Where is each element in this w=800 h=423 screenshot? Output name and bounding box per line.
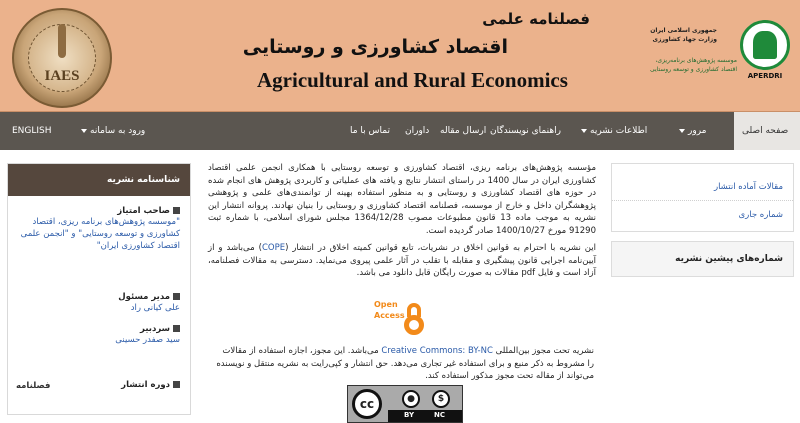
editor-info [115,324,180,346]
open-access-text-1: Open [374,300,398,309]
cc-nc-label: NC [434,411,445,419]
editor-value[interactable]: سید صفدر حسینی [115,335,180,345]
period-value: فصلنامه [16,381,51,391]
org-line-4: اقتصاد کشاورزی و توسعه روستایی [649,66,737,73]
intro-paragraph: مؤسسه پژوهش‌های برنامه ریزی، اقتصاد کشاورزی و توسعه روستایی با همکاری انجمن علمی اقتصاد کشاورزی ایران در سال 1400 در راستای انتشار نتایج و یافته های عملیاتی و کاربردی پژوهش های انجام شده در حوزه های اقتصاد کشاورزی و روستایی و به منظور استفاده بهینه از توانمندی‌های علمی و پژوهشی پژوهشگران داخل و خارج از موسسه، فصلنامه اقتصاد کشاورزی و روستایی را بنیان نهادند. پروانه انتشار این نشریه به موجب ماده 13 قانون مطبوعات مصوب 1364/12/28 مجلس شورای اسلامی، با شماره ثبت 91290 مورخ 1400/10/27 صادر گردیده است. [208,163,596,236]
by-person-icon: ● [402,390,420,408]
cube-icon [173,381,180,388]
cc-icon: cc [352,389,382,419]
ready-articles-link[interactable]: مقالات آماده انتشار [612,173,793,201]
open-access-text-2: Access [374,311,405,320]
nav-contact[interactable]: تماس با ما [350,126,390,136]
nav-submit[interactable]: ارسال مقاله [440,126,487,136]
owner-label: صاحب امتیاز [16,206,180,216]
nav-login[interactable] [78,112,145,150]
iaes-seal-logo[interactable] [12,8,112,108]
nav-browse-label: مرور [688,126,707,136]
issue-links-panel [611,163,794,232]
wheat-icon [58,24,66,58]
site-header [0,0,800,112]
period-row [16,380,180,392]
wheat-emblem-icon [740,20,790,70]
journal-title-fa: اقتصاد کشاورزی و روستایی [242,36,508,58]
license-paragraph: نشریه تحت مجوز بین‌المللی Creative Commons: BY-NC می‌باشد. این مجوز، اجازه استفاده از مقالات را مشروط به ذکر منبع و برای استفاده غیر تجاری می‌دهد. حق انتشار و کپی‌رایت به نشریه منتقل و نویسنده می‌تواند از مقاله تحت مجوز مذکور استفاده کند. [216,346,594,381]
aperdri-caption: APERDRI [747,72,783,80]
cc-by-label: BY [404,411,415,419]
journal-profile-title: شناسنامه نشریه [8,164,190,196]
org-line-2: وزارت جهاد کشاورزی [652,36,717,43]
previous-issues-title[interactable]: شماره‌های پیشین نشریه [675,254,783,264]
editor-label: سردبیر [115,324,180,334]
nav-reviewers[interactable]: داوران [405,126,430,136]
cc-by-nc-badge[interactable] [347,385,463,423]
owner-value: "موسسه پژوهش‌های برنامه ریزی، اقتصاد کشاورزی و توسعه روستایی" و "انجمن علمی اقتصاد کشاورزی ایران" [20,217,180,251]
nav-browse[interactable] [676,112,706,150]
journal-type-title: فصلنامه علمی [482,10,590,28]
nav-journal-info[interactable] [578,112,647,150]
nav-journal-info-label: اطلاعات نشریه [590,126,648,136]
journal-title-en: Agricultural and Rural Economics [257,68,568,92]
period-info [16,380,180,392]
main-nav [0,112,800,150]
cc-label-strip [388,410,462,422]
nav-english[interactable]: ENGLISH [12,126,52,136]
nav-author-guide[interactable]: راهنمای نویسندگان [490,126,561,136]
ethics-paragraph: این نشریه با احترام به قوانین اخلاق در نشریات، تابع قوانین کمیته اخلاق در انتشار (COPE) می‌باشد و از آیین‌نامه اجرایی قانون پیشگیری و مقابله با تقلب در آثار علمی پیروی می‌نماید. دسترسی به مقالات فصلنامه، آزاد است و فایل pdf مقالات به صورت رایگان قابل دانلود می باشد. [208,243,596,278]
open-lock-icon [403,303,425,339]
period-label: دوره انتشار [121,380,180,392]
aperdri-logo[interactable] [738,20,792,84]
current-issue-link[interactable]: شماره جاری [738,210,783,220]
chevron-down-icon [679,129,685,133]
journal-profile-panel [7,163,191,415]
manager-info [118,292,180,314]
journal-description [208,162,596,285]
chevron-down-icon [581,129,587,133]
cube-icon [173,293,180,300]
creative-commons-link[interactable]: Creative Commons: BY-NC [381,346,493,356]
nc-dollar-icon: $ [432,390,450,408]
org-line-3: موسسه پژوهش‌های برنامه‌ریزی، [655,57,737,64]
cube-icon [173,325,180,332]
ministry-text [650,26,717,44]
open-access-logo [370,300,430,342]
manager-value[interactable]: علی کیانی راد [130,303,180,313]
nav-home[interactable]: صفحه اصلی [734,112,800,150]
chevron-down-icon [81,129,87,133]
institute-text [650,56,737,74]
previous-issues-panel [611,241,794,277]
cope-link[interactable]: COPE [261,243,286,253]
seal-text: IAES [44,68,80,84]
owner-info [16,206,180,252]
cube-icon [173,207,180,214]
nav-login-label: ورود به سامانه [90,126,146,136]
manager-label: مدیر مسئول [118,292,180,302]
org-line-1: جمهوری اسلامی ایران [650,27,717,34]
